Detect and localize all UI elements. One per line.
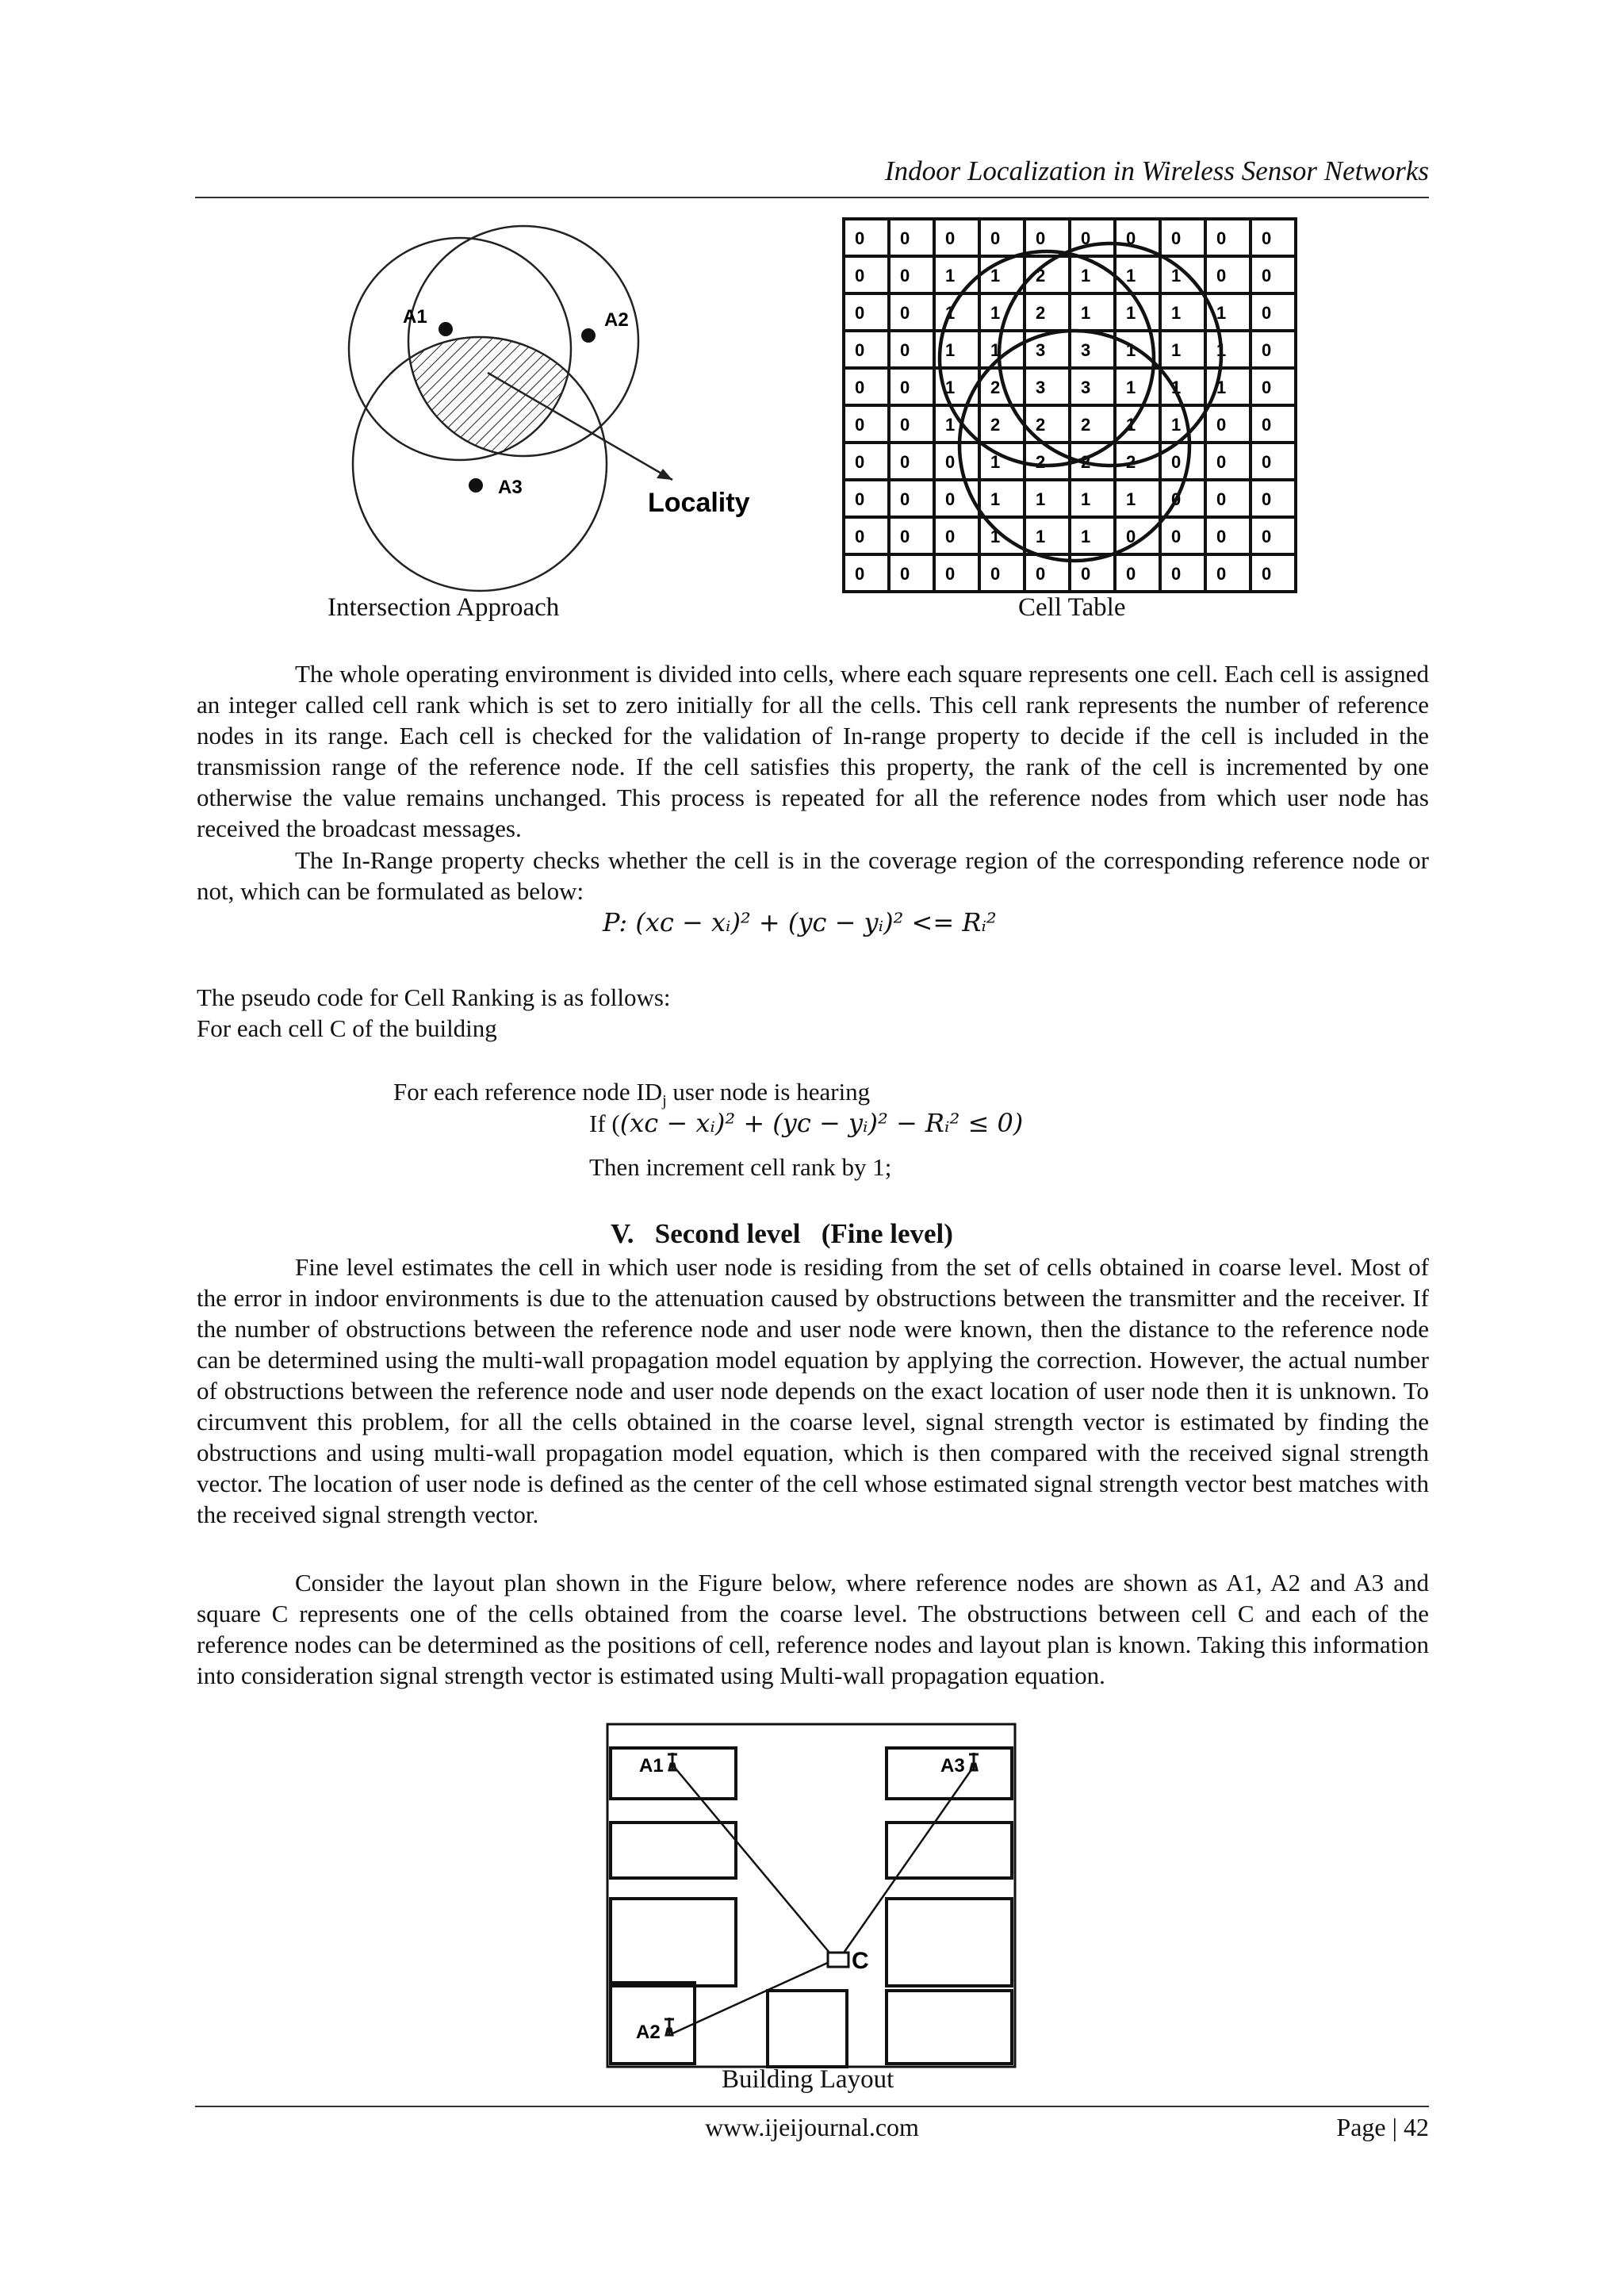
cell-rank-value: 3 [1036, 378, 1046, 397]
footer-rule [195, 2106, 1429, 2107]
grid-cell [844, 219, 889, 256]
grid-cell [889, 293, 934, 331]
grid-cell [979, 554, 1025, 592]
grid-cell [1025, 443, 1070, 480]
grid-cell [1070, 480, 1115, 517]
cell-rank-value: 1 [945, 303, 956, 323]
grid-cell [889, 405, 934, 443]
cell-rank-value: 0 [855, 415, 865, 435]
cell-rank-value: 0 [1036, 228, 1046, 248]
cell-rank-value: 0 [1081, 564, 1091, 584]
cell-rank-value: 0 [855, 228, 865, 248]
grid-cell [1251, 293, 1296, 331]
locality-arrowhead [657, 469, 672, 480]
cell-rank-value: 0 [900, 527, 910, 546]
cell-rank-value: 0 [945, 228, 956, 248]
grid-cell [1025, 331, 1070, 368]
pseudo-then-line: Then increment cell rank by 1; [589, 1153, 892, 1181]
cell-rank-value: 0 [990, 564, 1001, 584]
building-layout-figure [606, 1723, 1020, 2070]
footer-page-number: Page | 42 [1336, 2113, 1429, 2141]
cell-rank-value: 0 [945, 527, 956, 546]
cell-rank-value: 0 [1262, 489, 1272, 509]
cell-rank-value: 0 [1262, 452, 1272, 472]
signal-path-a1 [676, 1769, 833, 1957]
cell-rank-value: 0 [945, 452, 956, 472]
cell-rank-value: 0 [1171, 228, 1182, 248]
formula-condition: (xᴄ − xᵢ)² + (yᴄ − yᵢ)² − Rᵢ² ≤ 0) [619, 1108, 1024, 1138]
cell-rank-value: 0 [1262, 378, 1272, 397]
cell-rank-value: 1 [1216, 378, 1227, 397]
cell-range-circle-3 [959, 331, 1189, 561]
grid-cell [1205, 480, 1251, 517]
cell-rank-value: 1 [945, 340, 956, 360]
cell-rank-value: 0 [1216, 489, 1227, 509]
caption-intersection: Intersection Approach [327, 593, 560, 622]
pseudo-ref-text: For each reference node ID [393, 1078, 663, 1106]
cell-rank-value: 0 [1216, 564, 1227, 584]
cell-rank-value: 0 [1262, 266, 1272, 286]
grid-cell [1160, 554, 1205, 592]
cell-rank-value: 0 [1171, 564, 1182, 584]
cell-rank-value: 0 [900, 564, 910, 584]
cell-rank-value: 0 [1262, 303, 1272, 323]
grid-cell [889, 480, 934, 517]
grid-cell [889, 219, 934, 256]
running-header: Indoor Localization in Wireless Sensor Networks [884, 155, 1429, 186]
room-mid-right-2 [887, 1899, 1012, 1986]
room-bottom-center [768, 1991, 847, 2067]
cell-rank-value: 1 [990, 340, 1001, 360]
cell-rank-value: 2 [1036, 303, 1046, 323]
pseudo-intro: The pseudo code for Cell Ranking is as follows: [197, 983, 671, 1011]
caption-building-layout: Building Layout [722, 2065, 894, 2094]
cell-rank-value: 1 [1081, 489, 1091, 509]
cell-rank-value: 2 [990, 378, 1001, 397]
room-mid-left-1 [611, 1823, 736, 1878]
cell-rank-value: 0 [1126, 228, 1136, 248]
grid-cell [1070, 405, 1115, 443]
cell-rank-value: 1 [1081, 527, 1091, 546]
cell-table-figure [841, 216, 1300, 596]
cell-rank-value: 0 [1216, 452, 1227, 472]
paragraph-in-range: The In-Range property checks whether the cell is in the coverage region of the corresponding reference node or not, which can be formulated as below: [197, 846, 1429, 905]
cell-rank-value: 1 [990, 303, 1001, 323]
layout-label-a3: A3 [940, 1755, 965, 1777]
cell-rank-value: 1 [1126, 489, 1136, 509]
cell-rank-value: 0 [1171, 527, 1182, 546]
grid-cell [844, 256, 889, 293]
grid-cell [934, 554, 979, 592]
cell-rank-value: 0 [1262, 415, 1272, 435]
cell-rank-value: 2 [1081, 415, 1091, 435]
cell-rank-value: 0 [1171, 489, 1182, 509]
cell-c [828, 1953, 848, 1967]
anchor-dot-a1 [439, 322, 453, 336]
cell-rank-value: 1 [945, 378, 956, 397]
paragraph-cell-ranking: The whole operating environment is divided into cells, where each square represents one cell. Each cell is assigned an integer called cell rank which is set to zero initially for all the cells. This cell rank represents the number of reference nodes in its range. Each cell is checked for the validation of In-range property to decide if the cell is included in the transmission range of the reference node. If the cell satisfies this property, the rank of the cell is incremented by one otherwise the value remains unchanged. This process is repeated for all the reference nodes from which user node has received the broadcast messages. [197, 660, 1429, 842]
layout-label-a1: A1 [639, 1755, 664, 1777]
cell-rank-value: 1 [1171, 266, 1182, 286]
grid-cell [934, 256, 979, 293]
room-bottom-right [887, 1991, 1012, 2064]
grid-cell [889, 331, 934, 368]
grid-cell [1025, 405, 1070, 443]
grid-cell [1025, 517, 1070, 554]
cell-rank-value: 0 [1126, 564, 1136, 584]
grid-cell [1251, 443, 1296, 480]
layout-label-a2: A2 [636, 2022, 661, 2043]
grid-cell [1251, 219, 1296, 256]
cell-rank-value: 0 [900, 340, 910, 360]
cell-rank-value: 2 [1036, 266, 1046, 286]
formula-in-range: P: (xᴄ − xᵢ)² + (yᴄ − yᵢ)² <= Rᵢ² [603, 907, 997, 937]
cell-rank-value: 1 [1126, 415, 1136, 435]
layout-label-c: C [852, 1948, 869, 1974]
cell-rank-value: 0 [1262, 340, 1272, 360]
cell-rank-value: 0 [1216, 527, 1227, 546]
cell-rank-value: 1 [1081, 266, 1091, 286]
cell-rank-value: 0 [855, 489, 865, 509]
cell-rank-value: 0 [1216, 415, 1227, 435]
cell-rank-value: 0 [855, 303, 865, 323]
cell-rank-value: 0 [1262, 228, 1272, 248]
cell-rank-value: 0 [990, 228, 1001, 248]
cell-rank-value: 2 [990, 415, 1001, 435]
grid-cell [1160, 331, 1205, 368]
cell-rank-value: 0 [1126, 527, 1136, 546]
pseudo-ref-text-b: user node is hearing [666, 1078, 871, 1106]
cell-rank-value: 0 [855, 378, 865, 397]
grid-cell [889, 368, 934, 405]
cell-rank-value: 0 [1171, 452, 1182, 472]
cell-rank-value: 0 [855, 527, 865, 546]
grid-cell [1025, 480, 1070, 517]
cell-rank-value: 0 [1216, 266, 1227, 286]
grid-cell [1115, 554, 1160, 592]
cell-rank-value: 0 [1036, 564, 1046, 584]
cell-rank-value: 0 [900, 303, 910, 323]
cell-rank-value: 0 [900, 415, 910, 435]
grid-cell [1251, 554, 1296, 592]
grid-cell [889, 256, 934, 293]
cell-rank-value: 0 [900, 228, 910, 248]
grid-cell [1160, 219, 1205, 256]
pseudo-if-keyword: If ( [589, 1110, 620, 1137]
grid-cell [1070, 517, 1115, 554]
paragraph-fine-level: Fine level estimates the cell in which user node is residing from the set of cells obtained in coarse level. Most of the error in indoor environments is due to the attenuation caused by obstructions between the transmitter and the receiver. If the number of obstructions between the reference node and user node were known, then the distance to the reference node can be determined using the multi-wall propagation model equation by applying the correction. However, the actual number of obstructions between the reference node and user node depends on the exact location of user node then it is unknown. To circumvent this problem, for all the cells obtained in the coarse level, signal strength vector is estimated by finding the obstructions and using multi-wall propagation model equation, which is then compared with the received signal strength vector. The location of user node is defined as the center of the cell whose estimated signal strength vector best matches with the received signal strength vector. [197, 1253, 1429, 1528]
grid-cell [1205, 331, 1251, 368]
cell-rank-value: 3 [1081, 378, 1091, 397]
cell-rank-value: 1 [1171, 303, 1182, 323]
cell-rank-value: 2 [1081, 452, 1091, 472]
cell-rank-value: 1 [990, 266, 1001, 286]
cell-rank-value: 0 [855, 340, 865, 360]
grid-cell [1251, 480, 1296, 517]
cell-rank-value: 0 [900, 452, 910, 472]
label-locality: Locality [648, 488, 750, 518]
grid-cell [1251, 368, 1296, 405]
antenna-icon [668, 1753, 677, 1770]
grid-cell [844, 331, 889, 368]
cell-rank-value: 3 [1081, 340, 1091, 360]
grid-cell [889, 443, 934, 480]
anchor-dot-a3 [469, 478, 483, 493]
label-a1: A1 [403, 306, 427, 328]
grid-cell [979, 480, 1025, 517]
cell-rank-value: 2 [1036, 452, 1046, 472]
grid-cell [844, 293, 889, 331]
signal-path-a3 [841, 1769, 972, 1957]
grid-cell [1251, 331, 1296, 368]
grid-cell [934, 443, 979, 480]
grid-cell [1160, 293, 1205, 331]
room-mid-right-1 [887, 1823, 1012, 1878]
cell-rank-value: 1 [1126, 266, 1136, 286]
cell-rank-value: 3 [1036, 340, 1046, 360]
cell-rank-value: 2 [1126, 452, 1136, 472]
cell-rank-value: 1 [1036, 527, 1046, 546]
cell-rank-value: 0 [900, 266, 910, 286]
section-heading: V. Second level (Fine level) [611, 1218, 953, 1249]
grid-cell [1160, 517, 1205, 554]
footer-url: www.ijeijournal.com [705, 2113, 919, 2141]
cell-rank-value: 1 [1081, 303, 1091, 323]
cell-rank-value: 0 [1081, 228, 1091, 248]
cell-rank-value: 0 [945, 489, 956, 509]
label-a2: A2 [604, 309, 629, 331]
grid-cell [979, 405, 1025, 443]
grid-cell [1205, 256, 1251, 293]
label-a3: A3 [498, 477, 523, 498]
cell-rank-value: 0 [855, 564, 865, 584]
grid-cell [1160, 368, 1205, 405]
cell-rank-value: 0 [945, 564, 956, 584]
intersection-figure [317, 210, 777, 615]
cell-rank-value: 0 [900, 378, 910, 397]
grid-cell [1251, 405, 1296, 443]
grid-cell [1070, 368, 1115, 405]
cell-rank-value: 1 [1126, 303, 1136, 323]
pseudo-line-cell: For each cell C of the building [197, 1014, 497, 1042]
grid-cell [1205, 219, 1251, 256]
cell-rank-value: 2 [1036, 415, 1046, 435]
cell-rank-value: 1 [990, 527, 1001, 546]
header-rule [195, 197, 1429, 198]
cell-rank-value: 1 [1171, 340, 1182, 360]
room-mid-left-2 [611, 1899, 736, 1986]
grid-cell [844, 368, 889, 405]
pseudo-if-line [589, 1108, 1023, 1139]
grid-cell [1025, 293, 1070, 331]
cell-rank-value: 0 [1262, 564, 1272, 584]
cell-rank-value: 1 [1216, 340, 1227, 360]
grid-cell [1115, 256, 1160, 293]
grid-cell [934, 517, 979, 554]
grid-cell [889, 517, 934, 554]
signal-path-a2 [672, 1961, 833, 2033]
cell-rank-value: 0 [900, 489, 910, 509]
grid-cell [1205, 405, 1251, 443]
grid-cell [844, 517, 889, 554]
grid-cell [1251, 256, 1296, 293]
cell-rank-value: 0 [855, 452, 865, 472]
grid-cell [1070, 293, 1115, 331]
cell-rank-value: 1 [945, 415, 956, 435]
grid-cell [844, 405, 889, 443]
grid-cell [844, 443, 889, 480]
anchor-dot-a2 [581, 328, 596, 343]
grid-cell [889, 554, 934, 592]
grid-cell [1251, 517, 1296, 554]
cell-rank-value: 1 [1216, 303, 1227, 323]
grid-cell [1205, 443, 1251, 480]
cell-rank-value: 1 [990, 489, 1001, 509]
cell-rank-value: 0 [1262, 527, 1272, 546]
grid-cell [1205, 554, 1251, 592]
cell-rank-value: 1 [1036, 489, 1046, 509]
antenna-icon [969, 1753, 979, 1770]
antenna-icon [665, 2018, 674, 2035]
cell-range-circle-1 [940, 251, 1154, 466]
paragraph-layout-plan: Consider the layout plan shown in the Figure below, where reference nodes are shown as A1, A2 and A3 and square C represents one of the cells obtained from the coarse level. The obstructions between cell C and each of the reference nodes can be determined as the positions of cell, reference nodes and layout plan is known. Taking this information into consideration signal strength vector is estimated using Multi-wall propagation equation. [197, 1569, 1429, 1689]
cell-rank-value: 1 [1126, 378, 1136, 397]
cell-rank-value: 1 [1171, 378, 1182, 397]
cell-rank-value: 0 [1216, 228, 1227, 248]
cell-rank-value: 0 [855, 266, 865, 286]
pseudo-ref-sub: j [662, 1092, 667, 1110]
caption-cell-table: Cell Table [1018, 593, 1126, 622]
grid-cell [979, 219, 1025, 256]
cell-rank-value: 1 [990, 452, 1001, 472]
grid-cell [1025, 368, 1070, 405]
grid-cell [934, 219, 979, 256]
cell-rank-value: 1 [1126, 340, 1136, 360]
grid-cell [844, 480, 889, 517]
cell-rank-value: 1 [1171, 415, 1182, 435]
grid-cell [1205, 517, 1251, 554]
grid-cell [844, 554, 889, 592]
cell-rank-value: 1 [945, 266, 956, 286]
grid-cell [1115, 480, 1160, 517]
